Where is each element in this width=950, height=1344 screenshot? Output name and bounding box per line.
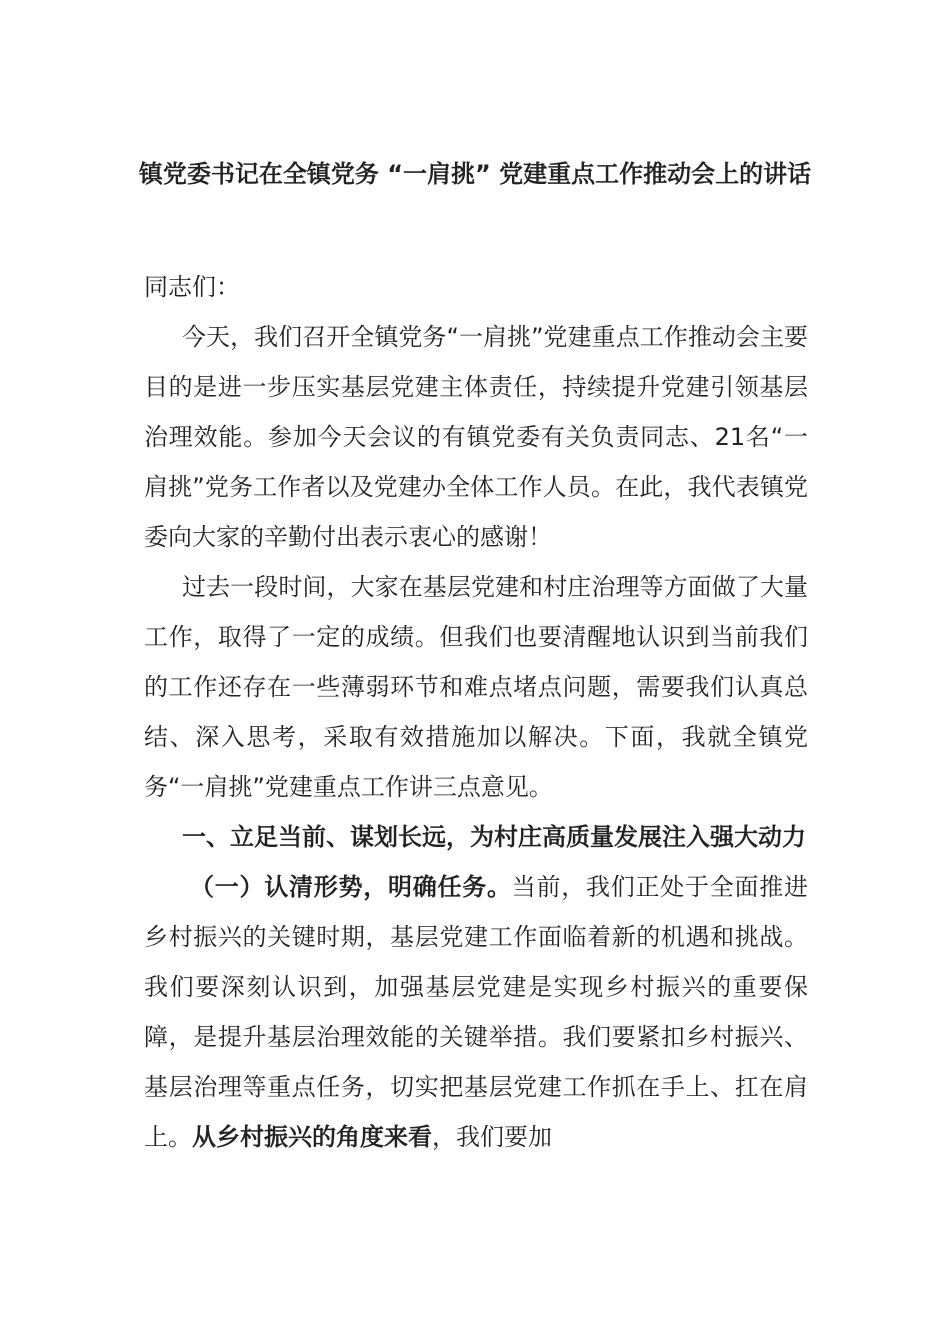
paragraph-review: 过去一段时间，大家在基层党建和村庄治理等方面做了大量工作，取得了一定的成绩。但我们也要清醒地认识到当前我们的工作还存在一些薄弱环节和难点堵点问题，需要我们认真总结、深入思考，采取有效措施加以解决。下面，我就全镇党务“一肩挑”党建重点工作讲三点意见。 [144, 573, 808, 801]
subsection-1-bold-phrase: 从乡村振兴的角度来看 [192, 1123, 432, 1151]
document-title: 镇党委书记在全镇党务 “一肩挑” 党建重点工作推动会上的讲话 [138, 160, 812, 188]
subsection-1-tail: ，我们要加 [432, 1123, 552, 1151]
salutation: 同志们： [144, 273, 240, 301]
document-body [144, 262, 808, 1162]
subsection-1-text: 当前，我们正处于全面推进乡村振兴的关键时期，基层党建工作面临着新的机遇和挑战。我们要深刻认识到，加强基层党建是实现乡村振兴的重要保障，是提升基层治理效能的关键举措。我们要紧扣乡村振兴、基层治理等重点任务，切实把基层党建工作抓在手上、扛在肩上。 [144, 873, 808, 1151]
section-1-heading: 一、立足当前、谋划长远，为村庄高质量发展注入强大动力 [182, 823, 806, 851]
paragraph-opening: 今天，我们召开全镇党务“一肩挑”党建重点工作推动会主要目的是进一步压实基层党建主体责任，持续提升党建引领基层治理效能。参加今天会议的有镇党委有关负责同志、21名“一肩挑”党务工作者以及党建办全体工作人员。在此，我代表镇党委向大家的辛勤付出表示衷心的感谢！ [144, 323, 808, 551]
subsection-1-heading: （一）认清形势，明确任务。 [190, 873, 512, 901]
subsection-1-paragraph [144, 862, 808, 1162]
